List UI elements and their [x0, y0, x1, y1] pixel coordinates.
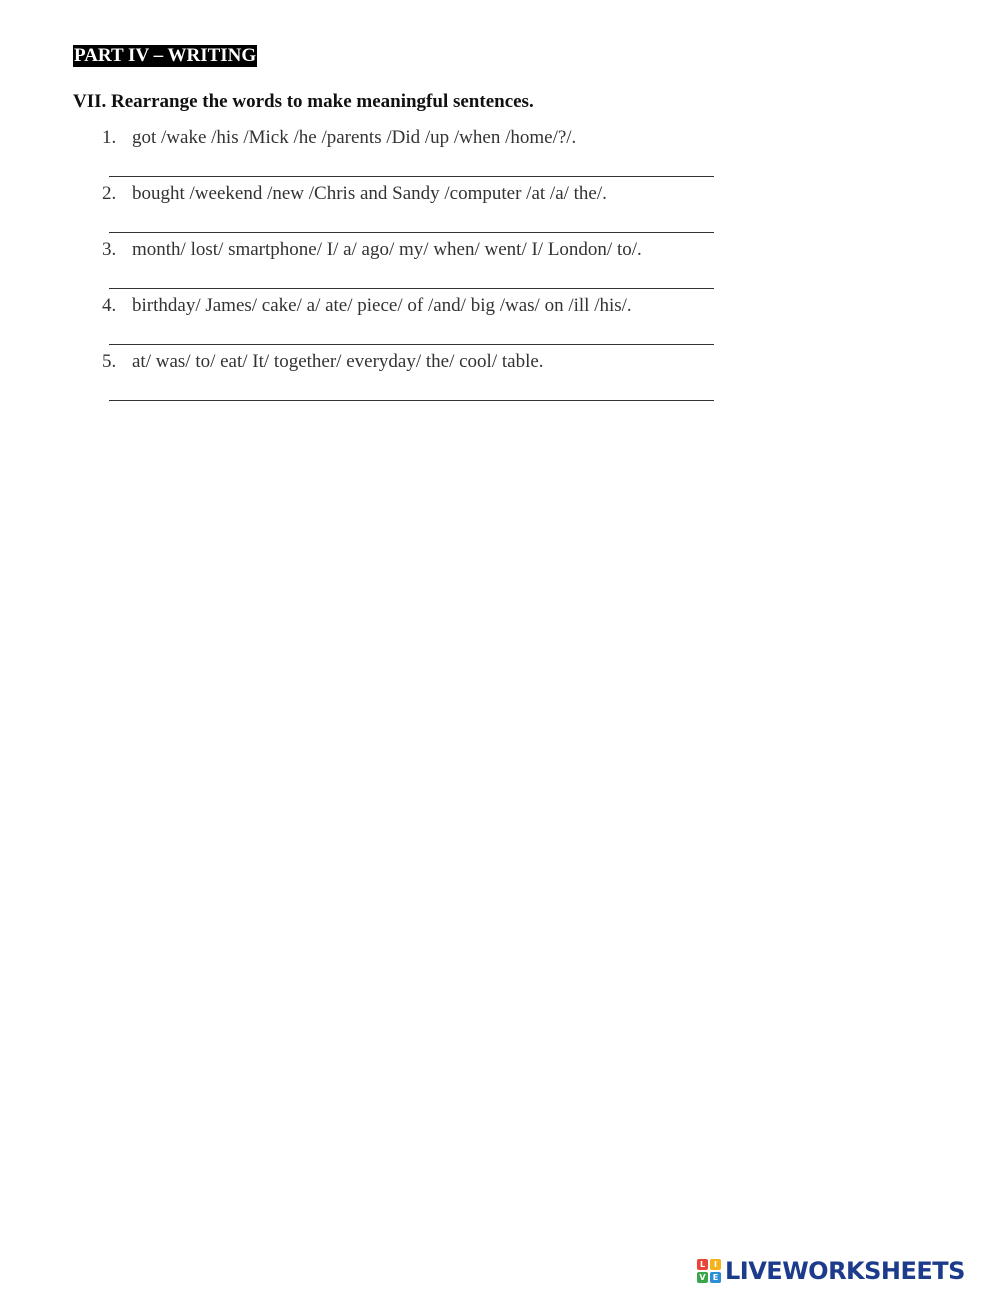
- item-words: bought /weekend /new /Chris and Sandy /computer /at /a/ the/.: [132, 183, 607, 204]
- exercise-item-3: [102, 238, 642, 262]
- answer-line-1[interactable]: [109, 176, 714, 177]
- answer-line-3[interactable]: [109, 288, 714, 289]
- item-words: birthday/ James/ cake/ a/ ate/ piece/ of /and/ big /was/ on /ill /his/.: [132, 295, 632, 316]
- part-title: PART IV – WRITING: [74, 45, 257, 66]
- item-words: at/ was/ to/ eat/ It/ together/ everyday/ the/ cool/ table.: [132, 351, 544, 372]
- exercise-item-2: [102, 182, 607, 206]
- item-number: 5.: [102, 351, 117, 372]
- item-words: month/ lost/ smartphone/ I/ a/ ago/ my/ when/ went/ I/ London/ to/.: [132, 239, 642, 260]
- exercise-item-4: [102, 294, 632, 318]
- answer-line-5[interactable]: [109, 400, 714, 401]
- item-number: 1.: [102, 127, 117, 148]
- item-number: 4.: [102, 295, 117, 316]
- logo-text: LIVEWORKSHEETS: [725, 1257, 965, 1285]
- answer-line-2[interactable]: [109, 232, 714, 233]
- item-number: 3.: [102, 239, 117, 260]
- logo-mark-icon: [697, 1259, 721, 1283]
- logo-mark-letter: I: [710, 1259, 721, 1270]
- liveworksheets-logo: [697, 1258, 965, 1284]
- section-title: VII. Rearrange the words to make meaningful sentences.: [73, 91, 534, 112]
- logo-mark-letter: L: [697, 1259, 708, 1270]
- exercise-item-5: [102, 350, 544, 374]
- answer-line-4[interactable]: [109, 344, 714, 345]
- exercise-item-1: [102, 126, 576, 150]
- item-words: got /wake /his /Mick /he /parents /Did /up /when /home/?/.: [132, 127, 577, 148]
- logo-mark-letter: V: [697, 1272, 708, 1283]
- logo-mark-letter: E: [710, 1272, 721, 1283]
- item-number: 2.: [102, 183, 117, 204]
